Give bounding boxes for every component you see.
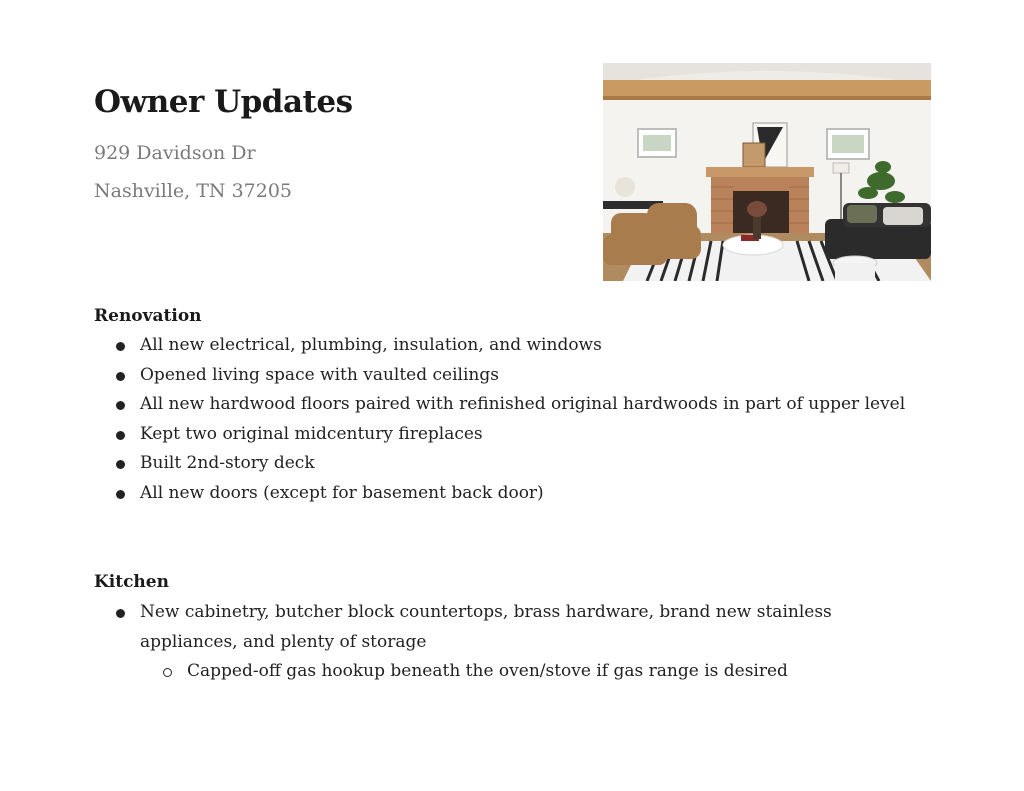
bullet-icon [116,342,125,351]
kitchen-list [94,598,930,687]
list-item: Built 2nd-story deck [94,449,905,479]
list-item: New cabinetry, butcher block countertops, brass hardware, brand new stainless appliances, and plenty of storage [94,598,930,657]
address-street: 929 Davidson Dr [94,142,256,164]
bullet-icon [116,460,125,469]
hollow-bullet-icon [163,668,172,677]
bullet-icon [116,490,125,499]
address-city: Nashville, TN 37205 [94,180,293,202]
sub-list-item: Capped-off gas hookup beneath the oven/stove if gas range is desired [94,657,930,687]
bullet-icon [116,431,125,440]
renovation-heading: Renovation [94,306,202,326]
list-item: All new hardwood floors paired with refinished original hardwoods in part of upper level [94,390,905,420]
kitchen-heading: Kitchen [94,572,169,592]
bullet-icon [116,372,125,381]
list-item: Kept two original midcentury fireplaces [94,420,905,450]
bullet-icon [116,401,125,410]
list-item: All new electrical, plumbing, insulation, and windows [94,331,905,361]
bullet-icon [116,609,125,618]
list-item: Opened living space with vaulted ceilings [94,361,905,391]
living-room-photo [603,63,931,281]
list-item: All new doors (except for basement back door) [94,479,905,509]
renovation-list [94,331,905,508]
page-title: Owner Updates [94,84,353,120]
